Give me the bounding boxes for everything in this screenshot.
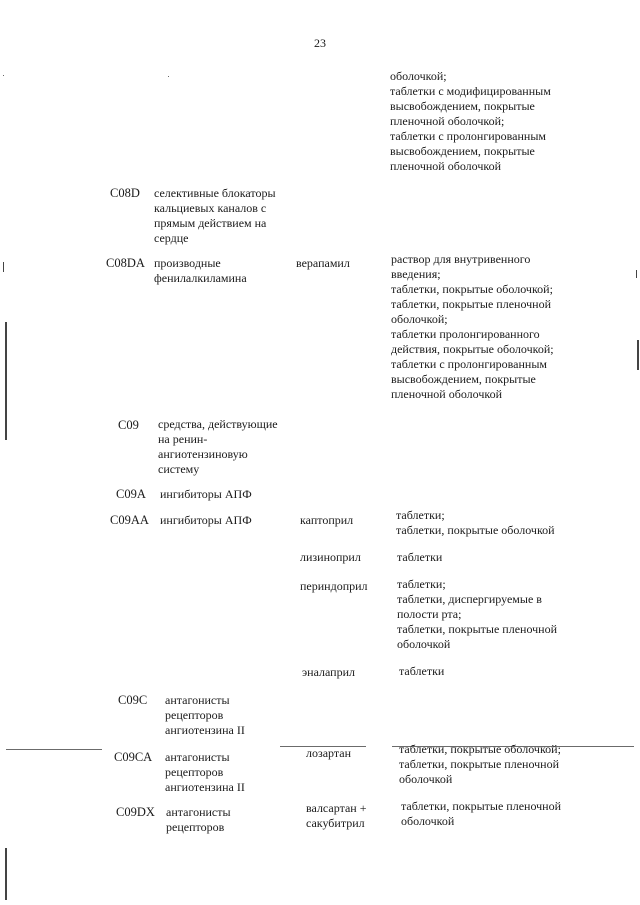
dosage-form-line: введения; xyxy=(391,267,441,281)
dosage-form-line: полости рта; xyxy=(397,607,462,621)
dosage-form-line: таблетки, покрытые пленочной xyxy=(391,297,552,311)
dosage-form-line: раствор для внутривенного xyxy=(391,252,531,266)
scan-dot xyxy=(168,76,169,77)
dosage-form-line: таблетки, покрытые пленочной xyxy=(399,757,560,771)
dosage-form-line: таблетки, покрытые пленочной xyxy=(401,799,562,813)
dosage-form-line: высвобождением, покрытые xyxy=(391,372,536,386)
dosage-form-line: оболочкой xyxy=(399,772,453,786)
scan-edge-mark xyxy=(5,848,7,900)
group-name-line: рецепторов xyxy=(166,820,225,834)
group-name-line: рецепторов xyxy=(165,708,224,722)
drug-name: сакубитрил xyxy=(306,816,365,830)
drug-name: верапамил xyxy=(296,256,350,270)
group-name-line: прямым действием на xyxy=(154,216,267,230)
atc-code: C09C xyxy=(118,693,148,707)
scan-edge-mark xyxy=(5,322,7,440)
group-name-line: ангиотензина II xyxy=(165,723,245,737)
group-name-line: на ренин- xyxy=(158,432,208,446)
drug-name: лозартан xyxy=(306,746,352,760)
dosage-form-line: таблетки xyxy=(397,550,443,564)
drug-name: эналаприл xyxy=(302,665,355,679)
group-name-line: ангиотензиновую xyxy=(158,447,248,461)
group-name-line: производные xyxy=(154,256,221,270)
scan-edge-mark xyxy=(637,340,639,370)
dosage-form-line: оболочкой xyxy=(397,637,451,651)
dosage-form-line: таблетки, диспергируемые в xyxy=(397,592,542,606)
group-name-line: ингибиторы АПФ xyxy=(160,487,252,501)
dosage-form-line: пленочной оболочкой xyxy=(391,387,503,401)
drug-name: периндоприл xyxy=(300,579,368,593)
dosage-form-line: таблетки, покрытые оболочкой xyxy=(396,523,555,537)
group-name-line: фенилалкиламина xyxy=(154,271,247,285)
group-name-line: сердце xyxy=(154,231,189,245)
dosage-form-line: действия, покрытые оболочкой; xyxy=(391,342,554,356)
dosage-form-line: высвобождением, покрытые xyxy=(390,99,535,113)
dosage-form-line: пленочной оболочкой xyxy=(390,159,502,173)
dosage-form-line: таблетки с пролонгированным xyxy=(390,129,547,143)
dosage-form-line: таблетки, покрытые оболочкой; xyxy=(391,282,553,296)
dosage-form-line: оболочкой; xyxy=(391,312,448,326)
dosage-form-line: таблетки с модифицированным xyxy=(390,84,551,98)
atc-code: C09CA xyxy=(114,750,153,764)
dosage-form-line: таблетки; xyxy=(397,577,446,591)
dosage-form-line: пленочной оболочкой; xyxy=(390,114,505,128)
dosage-form-line: высвобождением, покрытые xyxy=(390,144,535,158)
dosage-form-line: таблетки xyxy=(399,664,445,678)
group-name-line: рецепторов xyxy=(165,765,224,779)
drug-name: лизиноприл xyxy=(300,550,361,564)
dosage-form-line: таблетки, покрытые пленочной xyxy=(397,622,558,636)
atc-code: C09A xyxy=(116,487,146,501)
atc-code: C09AA xyxy=(110,513,149,527)
group-name-line: систему xyxy=(158,462,200,476)
dosage-form-line: оболочкой; xyxy=(390,69,447,83)
scan-edge-mark xyxy=(3,262,4,272)
group-name-line: кальциевых каналов с xyxy=(154,201,267,215)
dosage-form-line: оболочкой xyxy=(401,814,455,828)
page-number: 23 xyxy=(314,36,326,50)
table-rule-left xyxy=(6,749,102,750)
dosage-form-line: таблетки пролонгированного xyxy=(391,327,540,341)
dosage-form-line: таблетки с пролонгированным xyxy=(391,357,548,371)
dosage-form-line: таблетки; xyxy=(396,508,445,522)
group-name-line: средства, действующие xyxy=(158,417,278,431)
drug-name: каптоприл xyxy=(300,513,354,527)
scan-dot xyxy=(3,75,4,76)
group-name-line: ингибиторы АПФ xyxy=(160,513,252,527)
group-name-line: антагонисты xyxy=(166,805,231,819)
group-name-line: ангиотензина II xyxy=(165,780,245,794)
drug-name: валсартан + xyxy=(306,801,367,815)
atc-code: C08D xyxy=(110,186,140,200)
atc-code: C09DX xyxy=(116,805,155,819)
group-name-line: антагонисты xyxy=(165,693,230,707)
dosage-form-line: таблетки, покрытые оболочкой; xyxy=(399,742,561,756)
atc-code: C09 xyxy=(118,418,139,432)
group-name-line: антагонисты xyxy=(165,750,230,764)
group-name-line: селективные блокаторы xyxy=(154,186,276,200)
scan-edge-mark xyxy=(636,270,637,278)
atc-code: C08DA xyxy=(106,256,145,270)
